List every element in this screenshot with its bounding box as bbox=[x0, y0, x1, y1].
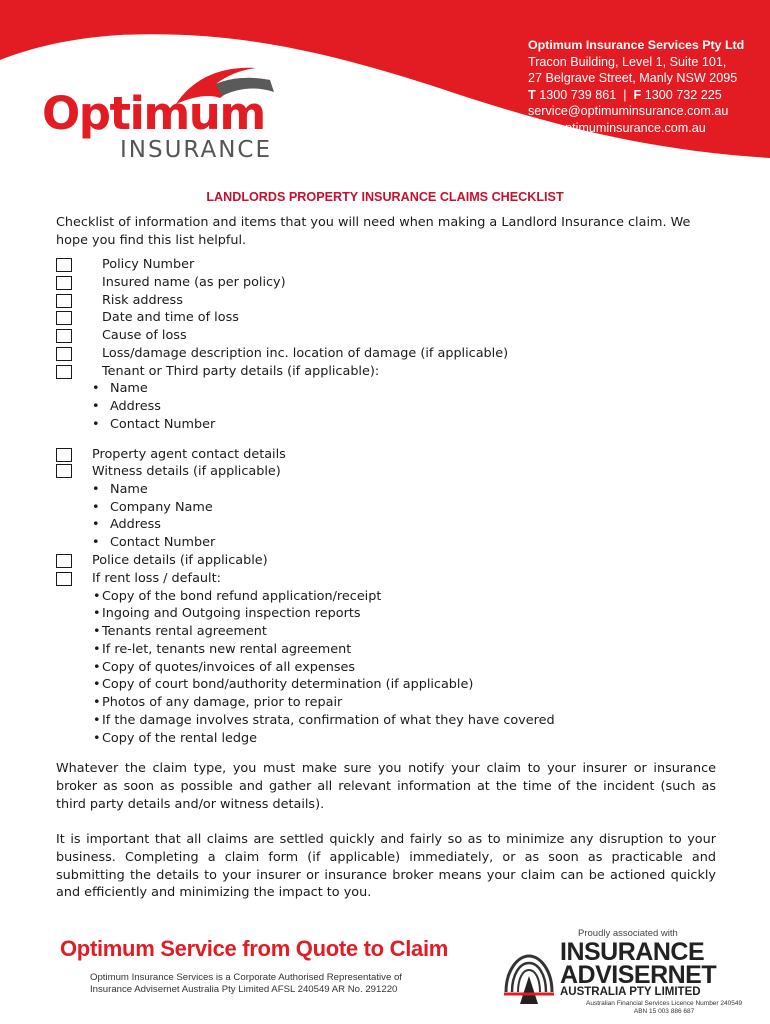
logo-subtitle: INSURANCE bbox=[120, 137, 273, 163]
footer-line-2: Insurance Advisernet Australia Pty Limited AFSL 240549 AR No. 291220 bbox=[90, 984, 398, 995]
checklist-item: Loss/damage description inc. location of damage (if applicable) bbox=[102, 346, 509, 361]
footer-disclaimer bbox=[90, 972, 402, 996]
bullet-item: • Name bbox=[110, 380, 148, 398]
licence-line-1: Australian Financial Services Licence Number 240549 bbox=[586, 1000, 743, 1007]
bullet-item: • Name bbox=[110, 481, 148, 499]
bullet-item: • Address bbox=[110, 398, 161, 416]
bullet-item: • Copy of the bond refund application/receipt bbox=[102, 588, 381, 606]
checklist-item: Property agent contact details bbox=[92, 447, 286, 462]
checkbox[interactable] bbox=[56, 464, 72, 478]
checklist-item: If rent loss / default: bbox=[92, 571, 221, 586]
checkbox[interactable] bbox=[56, 311, 72, 325]
separator: | bbox=[623, 87, 627, 102]
intro-text: Checklist of information and items that you will need when making a Landlord Insurance claim. We hope you find this list helpful. bbox=[56, 215, 691, 248]
email-link[interactable]: service@optimuminsurance.com.au bbox=[528, 104, 729, 118]
bullet-item: • Address bbox=[110, 516, 161, 534]
partner-emblem-icon bbox=[500, 946, 558, 1008]
contact-block bbox=[528, 37, 744, 136]
optimum-logo bbox=[42, 60, 302, 170]
footer-line-1: Optimum Insurance Services is a Corporate Authorised Representative of bbox=[90, 972, 402, 983]
partner-name-line-2: ADVISERNET bbox=[560, 961, 717, 989]
checkbox[interactable] bbox=[56, 276, 72, 290]
checkbox[interactable] bbox=[56, 554, 72, 568]
checkbox[interactable] bbox=[56, 347, 72, 361]
partner-logo bbox=[500, 928, 743, 1018]
address-line-2: 27 Belgrave Street, Manly NSW 2095 bbox=[528, 71, 738, 85]
bullet-item: • Copy of court bond/authority determination (if applicable) bbox=[102, 676, 473, 694]
checkbox[interactable] bbox=[56, 329, 72, 343]
checkbox[interactable] bbox=[56, 572, 72, 586]
phone-fax-line bbox=[528, 87, 744, 104]
checklist-item: Police details (if applicable) bbox=[92, 553, 268, 568]
website-link[interactable]: www.optimuminsurance.com.au bbox=[528, 120, 706, 135]
partner-name-line-1: INSURANCE bbox=[560, 938, 705, 966]
bullet-item: • Copy of the rental ledge bbox=[102, 730, 257, 748]
licence-line-2: ABN 15 003 886 687 bbox=[633, 1007, 695, 1015]
page-title: LANDLORDS PROPERTY INSURANCE CLAIMS CHECKLIST bbox=[206, 190, 564, 204]
checklist-item: Policy Number bbox=[102, 257, 195, 272]
checklist-item: Risk address bbox=[102, 293, 183, 308]
checklist-item: Insured name (as per policy) bbox=[102, 275, 286, 290]
paragraph-notify: Whatever the claim type, you must make sure you notify your claim to your insurer or insurance broker as soon as possible and gather all relevant information at the time of the incident (such as third party details and/or witness details). bbox=[56, 761, 716, 812]
checklist-item: Tenant or Third party details (if applicable): bbox=[102, 364, 380, 379]
bullet-item: • Contact Number bbox=[110, 534, 215, 552]
address-line-1: Tracon Building, Level 1, Suite 101, bbox=[528, 54, 727, 69]
checkbox[interactable] bbox=[56, 365, 72, 379]
footer-slogan: Optimum Service from Quote to Claim bbox=[60, 936, 449, 961]
checklist-item: Cause of loss bbox=[102, 328, 187, 343]
licence-text bbox=[586, 1000, 742, 1015]
checklist-item: Date and time of loss bbox=[102, 310, 239, 325]
checkbox[interactable] bbox=[56, 258, 72, 272]
bullet-item: • Photos of any damage, prior to repair bbox=[102, 694, 342, 712]
phone-number: 1300 739 861 bbox=[539, 87, 617, 102]
partner-name-line-3: AUSTRALIA PTY LIMITED bbox=[560, 986, 701, 998]
phone-label: T bbox=[528, 87, 536, 102]
company-name: Optimum Insurance Services Pty Ltd bbox=[528, 38, 745, 52]
fax-number: 1300 732 225 bbox=[644, 87, 722, 102]
logo-wordmark: Optimum bbox=[42, 87, 265, 140]
bullet-item: • Ingoing and Outgoing inspection reports bbox=[102, 605, 361, 623]
bullet-item: • If re-let, tenants new rental agreement bbox=[102, 641, 351, 659]
checkbox[interactable] bbox=[56, 448, 72, 462]
checklist-item: Witness details (if applicable) bbox=[92, 464, 281, 479]
bullet-item: • Tenants rental agreement bbox=[102, 623, 267, 641]
bullet-item: • Company Name bbox=[110, 499, 213, 517]
paragraph-settlement: It is important that all claims are settled quickly and fairly so as to minimize any disruption to your business. Completing a claim form (if applicable) immediately, or as soon as practicable and submitting the details to your insurer or insurance broker means your claim can be actioned quickly and efficiently and minimizing the impact to you. bbox=[56, 832, 716, 901]
associated-text: Proudly associated with bbox=[578, 928, 678, 939]
fax-label: F bbox=[633, 87, 642, 102]
bullet-item: • If the damage involves strata, confirmation of what they have covered bbox=[102, 712, 555, 730]
checkbox[interactable] bbox=[56, 294, 72, 308]
bullet-item: • Contact Number bbox=[110, 416, 215, 434]
bullet-item: • Copy of quotes/invoices of all expenses bbox=[102, 659, 355, 677]
